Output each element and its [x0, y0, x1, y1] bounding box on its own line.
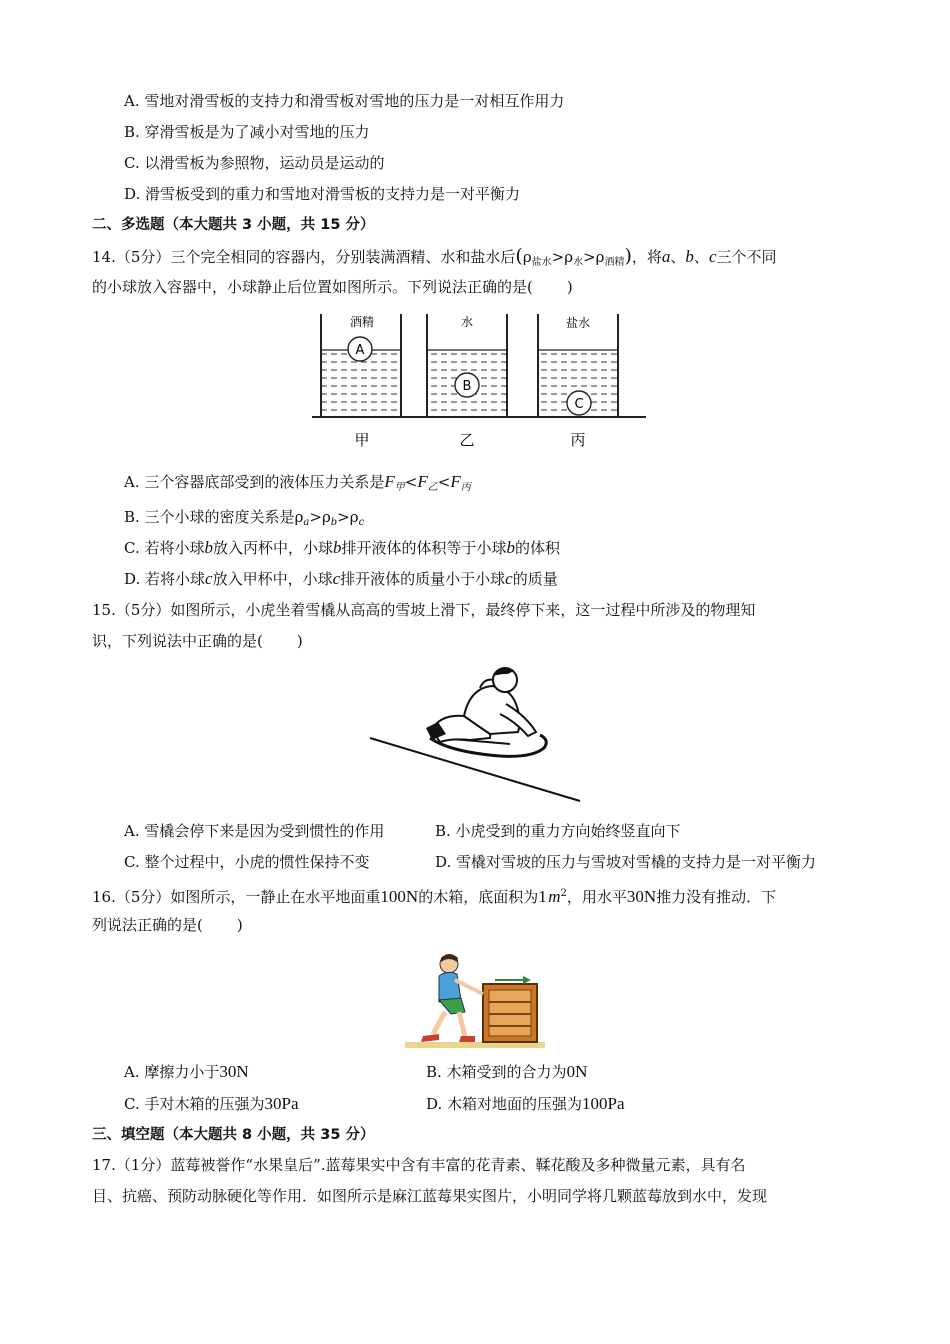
q14-stem-line1: 14.（5分）三个完全相同的容器内，分别装满酒精、水和盐水后$(\rho_{盐水}>\rho_水>\rho_{酒精})$，将a、b、c三个不同 — [92, 245, 777, 268]
q15-option-d: D. 雪橇对雪坡的压力与雪坡对雪橇的支持力是一对平衡力 — [435, 853, 817, 871]
label-alcohol: 酒精 — [349, 315, 375, 329]
ball-c-label: C — [574, 397, 584, 412]
q16-option-d: D. 木箱对地面的压强为100Pa — [426, 1094, 625, 1113]
shoe-right — [459, 1036, 475, 1042]
q14-containers-figure — [310, 310, 650, 452]
container-yi — [427, 314, 507, 417]
q15-sled-figure — [360, 660, 590, 810]
caption-jia: 甲 — [354, 431, 370, 449]
q15-stem-line2: 识，下列说法中正确的是( ) — [92, 632, 303, 650]
label-water: 水 — [460, 315, 474, 329]
q16-stem-line2: 列说法正确的是( ) — [92, 916, 243, 934]
q14-option-a: A. 三个容器底部受到的液体压力关系是$F_甲<F_乙<F_丙$ — [124, 472, 471, 493]
q14-option-d: D. 若将小球c放入甲杯中，小球c排开液体的质量小于小球c的质量 — [124, 569, 558, 588]
ball-a-label: A — [355, 343, 365, 358]
q15-option-c: C. 整个过程中，小虎的惯性保持不变 — [124, 853, 370, 871]
section-2-title: 二、多选题（本大题共 3 小题，共 15 分） — [92, 217, 375, 233]
q13-option-a: A. 雪地对滑雪板的支持力和滑雪板对雪地的压力是一对相互作用力 — [124, 92, 565, 110]
q17-stem-line1: 17.（1分）蓝莓被誉作“水果皇后”.蓝莓果实中含有丰富的花青素、鞣花酸及多种微量元素，具有名 — [92, 1156, 746, 1174]
container-bing — [538, 314, 618, 417]
boy-shirt — [439, 972, 461, 1002]
label-salt-water: 盐水 — [565, 316, 591, 330]
q15-option-a: A. 雪橇会停下来是因为受到惯性的作用 — [124, 822, 385, 840]
q15-option-b: B. 小虎受到的重力方向始终竖直向下 — [435, 822, 681, 840]
q13-option-c: C. 以滑雪板为参照物，运动员是运动的 — [124, 154, 385, 172]
caption-yi: 乙 — [459, 431, 475, 449]
q16-stem-line1: 16.（5分）如图所示，一静止在水平地面重100N的木箱，底面积为1 $m^2$，用水平30N推力没有推动．下 — [92, 887, 777, 906]
q16-option-b: B. 木箱受到的合力为0N — [426, 1062, 588, 1081]
q13-option-b: B. 穿滑雪板是为了减小对雪地的压力 — [124, 123, 370, 141]
container-jia — [321, 314, 401, 417]
q14-option-b: B. 三个小球的密度关系是$\rho_a>\rho_b>\rho_c$ — [124, 508, 365, 528]
q13-option-d: D. 滑雪板受到的重力和雪地对滑雪板的支持力是一对平衡力 — [124, 185, 521, 203]
q14-option-c: C. 若将小球b放入丙杯中，小球b排开液体的体积等于小球b的体积 — [124, 538, 561, 557]
ball-b-label: B — [462, 379, 472, 394]
q17-stem-line2: 目、抗癌、预防动脉硬化等作用．如图所示是麻江蓝莓果实图片，小明同学将几颗蓝莓放到水中，发现 — [92, 1187, 768, 1205]
q14-stem-line2: 的小球放入容器中，小球静止后位置如图所示。下列说法正确的是( ) — [92, 278, 573, 296]
shoe-left — [421, 1034, 439, 1042]
slope-line — [370, 738, 580, 801]
wooden-box — [483, 984, 537, 1042]
q16-push-box-figure — [405, 950, 550, 1054]
caption-bing: 丙 — [570, 431, 586, 449]
section-3-title: 三、填空题（本大题共 8 小题，共 35 分） — [92, 1127, 375, 1143]
q16-option-c: C. 手对木箱的压强为30Pa — [124, 1094, 299, 1113]
q15-stem-line1: 15.（5分）如图所示，小虎坐着雪橇从高高的雪坡上滑下，最终停下来，这一过程中所涉及的物理知 — [92, 601, 756, 619]
q16-option-a: A. 摩擦力小于30N — [124, 1062, 249, 1081]
